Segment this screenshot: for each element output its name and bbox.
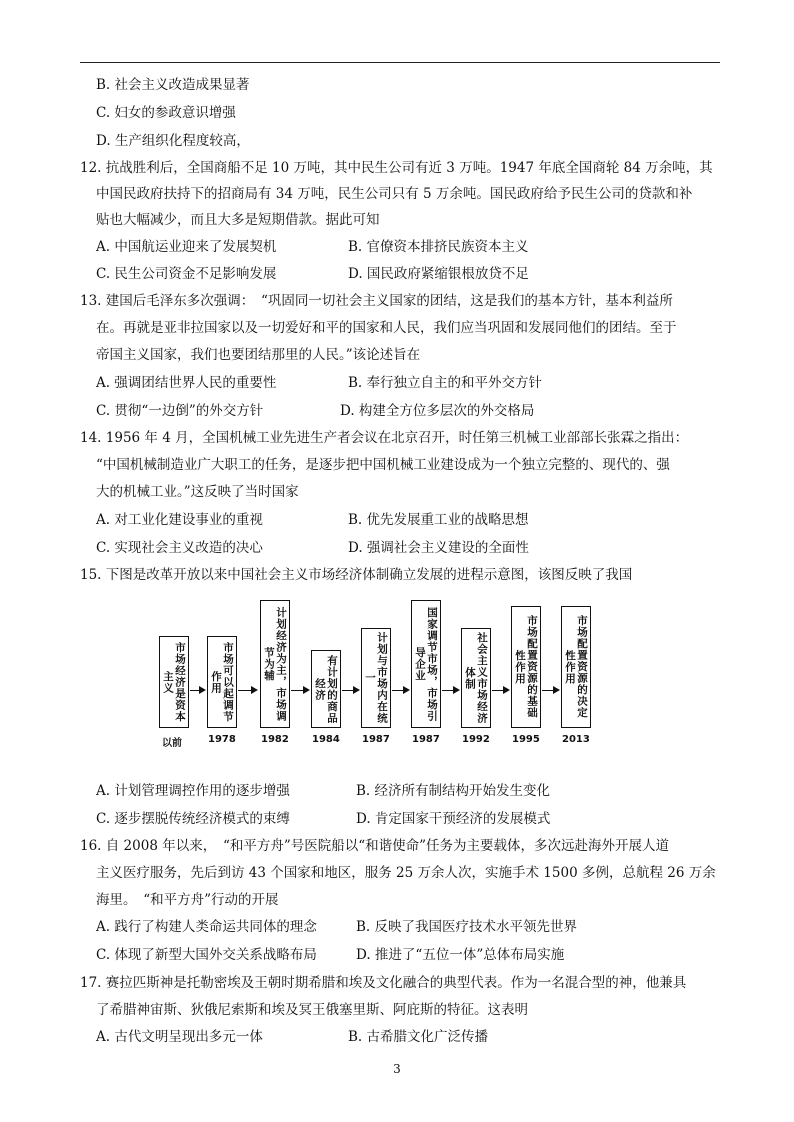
q12-option-b: B. 官僚资本排挤民族资本主义	[348, 239, 529, 255]
q13-option-c: C. 贯彻“一边倒”的外交方针	[96, 403, 264, 419]
q16-stem-line: 主义医疗服务，先后到访 43 个国家和地区，服务 25 万余人次，实施手术 1500 多例，总航程 26 万余	[96, 865, 716, 881]
q11-option-c: C. 妇女的参政意识增强	[96, 105, 236, 121]
q14-stem-line: 大的机械工业。”这反映了当时国家	[96, 484, 299, 500]
q14-option-d: D. 强调社会主义建设的全面性	[348, 540, 529, 556]
flow-box: 市场经济是资本主义	[159, 636, 189, 728]
q12-stem-line: 12. 抗战胜利后，全国商船不足 10 万吨，其中民生公司有近 3 万吨。1947 年底全国商轮 84 万余吨，其	[80, 160, 713, 176]
flow-arrow	[392, 690, 408, 691]
flow-year: 以前	[162, 738, 182, 749]
q15-option-b: B. 经济所有制结构开始发生变化	[356, 783, 551, 799]
flow-box: 市场可以起调节作用	[207, 636, 237, 728]
q13-stem-line: 在。再就是亚非拉国家以及一切爱好和平的国家和人民，我们应当巩固和发展同他们的团结。至于	[96, 320, 677, 336]
market-economy-flowchart	[150, 594, 650, 764]
q12-option-a: A. 中国航运业迎来了发展契机	[96, 239, 277, 255]
q12-stem-line: 中国民政府扶持下的招商局有 34 万吨，民生公司只有 5 万余吨。国民政府给予民生公司的贷款和补	[96, 186, 693, 202]
flow-arrow	[291, 690, 308, 691]
q17-option-a: A. 古代文明呈现出多元一体	[96, 1029, 263, 1045]
flow-box: 市场配置资源的基础性作用	[511, 606, 541, 728]
flow-year: 1992	[462, 734, 490, 745]
q15-option-a: A. 计划管理调控作用的逐步增强	[96, 783, 290, 799]
q14-option-c: C. 实现社会主义改造的决心	[96, 540, 263, 556]
q17-option-b: B. 古希腊文化广泛传播	[348, 1029, 489, 1045]
header-rule	[80, 62, 720, 63]
flow-year: 1995	[512, 734, 540, 745]
flow-year: 1987	[412, 734, 440, 745]
q15-stem-line: 15. 下图是改革开放以来中国社会主义市场经济体制确立发展的进程示意图，该图反映了我国	[80, 567, 633, 583]
q16-stem-line: 16. 自 2008 年以来， “和平方舟”号医院船以“和谐使命”任务为主要载体，多次远赴海外开展人道	[80, 838, 670, 854]
q16-option-a: A. 践行了构建人类命运共同体的理念	[96, 919, 317, 935]
flow-box: 计划经济为主，市场调节为辅	[260, 600, 290, 728]
q15-option-d: D. 肯定国家干预经济的发展模式	[356, 811, 551, 827]
q16-option-b: B. 反映了我国医疗技术水平领先世界	[356, 919, 578, 935]
page-number: 3	[393, 1062, 401, 1076]
flow-arrow	[238, 690, 256, 691]
q11-option-d: D. 生产组织化程度较高，	[96, 133, 250, 149]
q16-option-c: C. 体现了新型大国外交关系战略布局	[96, 947, 317, 963]
flow-box: 市场配置资源的决定性作用	[561, 606, 591, 728]
q13-stem-line: 帝国主义国家，我们也要团结那里的人民。”该论述旨在	[96, 347, 421, 363]
q12-stem-line: 贴也大幅减少，而且大多是短期借款。据此可知	[96, 212, 380, 228]
q15-option-c: C. 逐步摆脱传统经济模式的束缚	[96, 811, 290, 827]
q16-stem-line: 海里。 “和平方舟”行动的开展	[96, 892, 279, 908]
q14-stem-line: 14. 1956 年 4 月，全国机械工业先进生产者会议在北京召开，时任第三机械工业部部长张霖之指出：	[80, 430, 689, 446]
q14-option-a: A. 对工业化建设事业的重视	[96, 512, 263, 528]
q13-stem-line: 13. 建国后毛泽东多次强调： “巩固同一切社会主义国家的团结，这是我们的基本方针，基本利益所	[80, 293, 673, 309]
q14-stem-line: “中国机械制造业广大职工的任务，是逐步把中国机械工业建设成为一个独立完整的、现代的、强	[96, 457, 670, 473]
flow-box: 计划与市场内在统一	[361, 628, 391, 728]
flow-year: 1984	[312, 734, 340, 745]
flow-arrow	[190, 690, 204, 691]
q12-option-d: D. 国民政府紧缩银根放贷不足	[348, 266, 529, 282]
flow-arrow	[542, 690, 558, 691]
q13-option-d: D. 构建全方位多层次的外交格局	[340, 403, 535, 419]
flow-box: 有计划的商品经济	[311, 650, 341, 728]
flow-box: 国家调节市场，市场引导企业	[411, 600, 441, 728]
q17-stem-line: 了希腊神宙斯、狄俄尼索斯和埃及冥王俄塞里斯、阿庇斯的特征。这表明	[96, 1002, 528, 1018]
flow-year: 2013	[562, 734, 590, 745]
q13-option-b: B. 奉行独立自主的和平外交方针	[348, 375, 543, 391]
flow-arrow	[492, 690, 508, 691]
flow-arrow	[442, 690, 458, 691]
flow-box: 社会主义市场经济体制	[461, 628, 491, 728]
flow-arrow	[342, 690, 358, 691]
flow-year: 1982	[261, 734, 289, 745]
q12-option-c: C. 民生公司资金不足影响发展	[96, 266, 277, 282]
q17-stem-line: 17. 赛拉匹斯神是托勒密埃及王朝时期希腊和埃及文化融合的典型代表。作为一名混合型的神，他兼具	[80, 975, 687, 991]
q11-option-b: B. 社会主义改造成果显著	[96, 77, 250, 93]
flow-year: 1978	[208, 734, 236, 745]
q14-option-b: B. 优先发展重工业的战略思想	[348, 512, 529, 528]
q13-option-a: A. 强调团结世界人民的重要性	[96, 375, 277, 391]
q16-option-d: D. 推进了“五位一体”总体布局实施	[356, 947, 565, 963]
flow-year: 1987	[362, 734, 390, 745]
